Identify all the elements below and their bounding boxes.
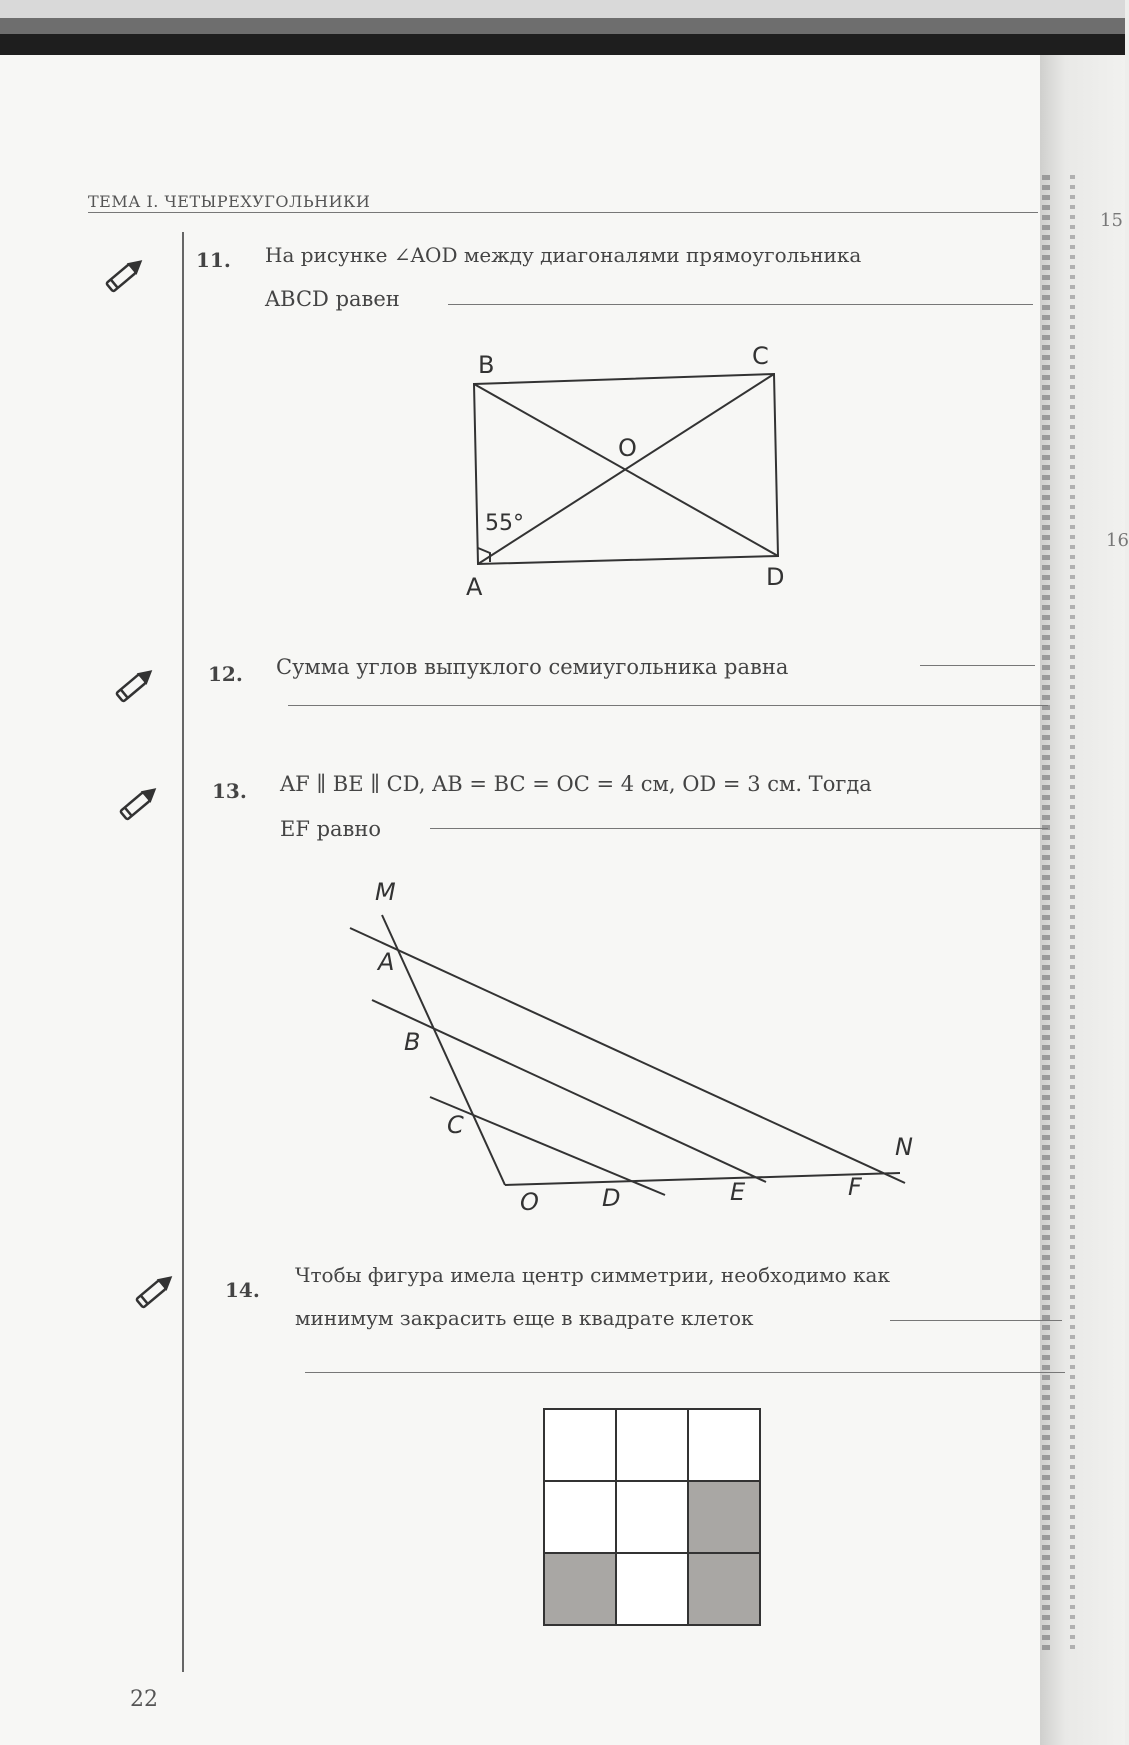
problem-text: Чтобы фигура имела центр симметрии, необходимо как: [295, 1263, 890, 1287]
line-mo: [382, 915, 505, 1185]
line-on: [505, 1173, 900, 1185]
problem-text: AF ∥ BE ∥ CD, AB = BC = OC = 4 см, OD = 3 см. Тогда: [280, 772, 872, 796]
answer-line: [920, 665, 1035, 666]
grid-cell-empty: [544, 1409, 616, 1481]
pencil-icon: [128, 1268, 178, 1318]
next-page-problem-number: 16: [1106, 530, 1129, 551]
vertex-label: C: [752, 342, 769, 370]
problem-text: ABCD равен: [265, 287, 400, 311]
vertex-label: A: [466, 573, 483, 601]
grid-cell-shaded: [688, 1553, 760, 1625]
answer-line: [288, 705, 1048, 706]
grid-cell-empty: [616, 1553, 688, 1625]
point-label: B: [404, 1028, 421, 1056]
point-label: M: [375, 878, 396, 906]
point-label: F: [848, 1173, 862, 1201]
pencil-icon: [108, 662, 158, 712]
parallel-lines-figure: [330, 870, 930, 1230]
header-rule: [88, 212, 1038, 213]
problem-number: 14.: [225, 1278, 260, 1302]
grid-cell-shaded: [688, 1481, 760, 1553]
grid-cell-empty: [616, 1409, 688, 1481]
point-label: D: [602, 1184, 621, 1212]
line-cd: [430, 1097, 665, 1195]
point-label: A: [378, 948, 395, 976]
pencil-icon: [112, 780, 162, 830]
problem-number: 11.: [196, 248, 231, 272]
page-header: ТЕМА I. ЧЕТЫРЕХУГОЛЬНИКИ: [88, 192, 371, 211]
next-page-problem-number: 15: [1100, 210, 1123, 231]
symmetry-grid: [540, 1405, 766, 1631]
line-af: [350, 928, 905, 1183]
pencil-icon: [98, 252, 148, 302]
next-page-edge: [1040, 55, 1125, 1745]
center-label: O: [618, 434, 637, 462]
vertex-label: B: [478, 351, 495, 379]
point-label: O: [520, 1188, 539, 1216]
grid-cell-empty: [544, 1481, 616, 1553]
answer-line: [448, 304, 1033, 305]
answer-line: [890, 1320, 1062, 1321]
rectangle-figure: [440, 340, 810, 610]
grid-cell-shaded: [544, 1553, 616, 1625]
angle-label: 55°: [485, 511, 524, 536]
problem-text: Сумма углов выпуклого семиугольника равна: [276, 655, 789, 679]
page-number: 22: [130, 1687, 158, 1712]
margin-line: [182, 232, 184, 1672]
point-label: C: [447, 1111, 464, 1139]
answer-line: [430, 828, 1048, 829]
point-label: E: [730, 1178, 746, 1206]
vertex-label: D: [766, 563, 785, 591]
problem-text: На рисунке ∠AOD между диагоналями прямоугольника: [265, 243, 862, 267]
scanner-top-border: [0, 0, 1125, 55]
grid-cell-empty: [616, 1481, 688, 1553]
binding-spiral: [1042, 175, 1050, 1655]
answer-line: [305, 1372, 1065, 1373]
grid-cell-empty: [688, 1409, 760, 1481]
problem-number: 12.: [208, 662, 243, 686]
problem-text: минимум закрасить еще в квадрате клеток: [295, 1306, 754, 1330]
problem-number: 13.: [212, 779, 247, 803]
problem-text: EF равно: [280, 817, 382, 841]
binding-spiral-secondary: [1070, 175, 1075, 1655]
point-label: N: [895, 1133, 913, 1161]
